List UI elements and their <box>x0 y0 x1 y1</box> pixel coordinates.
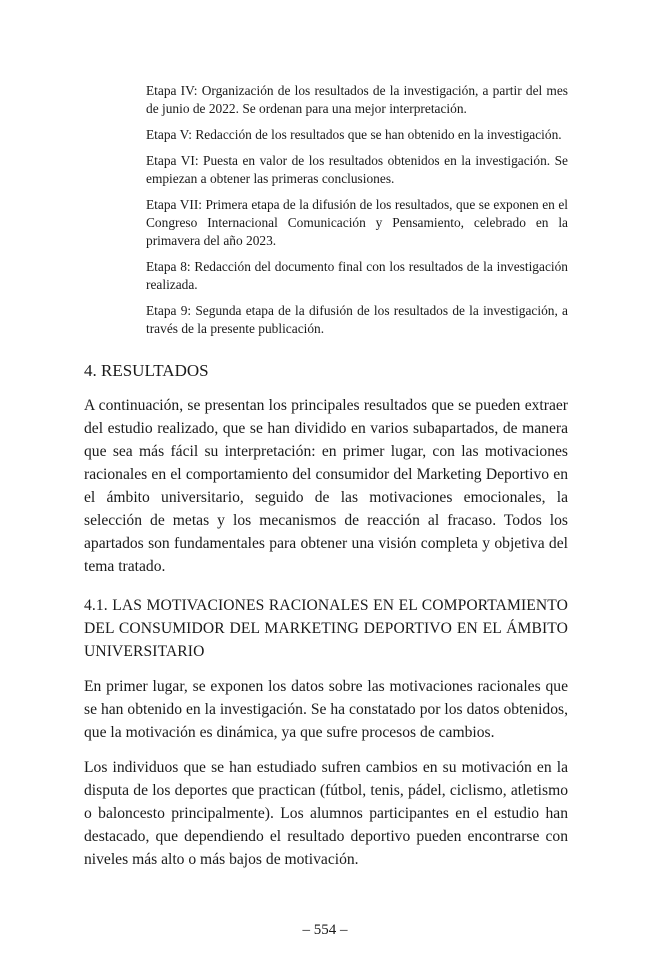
subsection-paragraph-2: Los individuos que se han estudiado sufren cambios en su motivación en la disputa de los deportes que practican (fútbol, tenis, pádel, ciclismo, atletismo o baloncesto principalmente). Los alumnos participantes en el estudio han destacado, que dependiendo el resultado deportivo pueden encontrarse con niveles más alto o más bajos de motivación. <box>84 759 568 868</box>
page-number-dash-left: – <box>302 922 310 938</box>
stage-item-v: Etapa V: Redacción de los resultados que se han obtenido en la investigación. <box>146 127 562 142</box>
document-page <box>84 82 568 883</box>
page-number-value: 554 <box>313 922 337 938</box>
stage-list <box>146 82 568 338</box>
stage-item-9: Etapa 9: Segunda etapa de la difusión de los resultados de la investigación, a través de la presente publicación. <box>146 303 568 336</box>
section-heading: 4. RESULTADOS <box>84 361 209 380</box>
stage-item-iv: Etapa IV: Organización de los resultados de la investigación, a partir del mes de junio de 2022. Se ordenan para una mejor interpretación. <box>146 83 568 116</box>
stage-item-vii: Etapa VII: Primera etapa de la difusión de los resultados, que se exponen en el Congreso Internacional Comunicación y Pensamiento, celebrado en la primavera del año 2023. <box>146 197 568 248</box>
page-number <box>0 922 650 939</box>
section-intro-paragraph: A continuación, se presentan los principales resultados que se pueden extraer del estudio realizado, que se han dividido en varios subapartados, de manera que sea más fácil su interpretación: en primer lugar, con las motivaciones racionales en el comportamiento del consumidor del Marketing Deportivo en el ámbito universitario, seguido de las motivaciones emocionales, la selección de metas y los mecanismos de reacción al fracaso. Todos los apartados son fundamentales para obtener una visión completa y objetiva del tema tratado. <box>84 397 568 575</box>
stage-item-8: Etapa 8: Redacción del documento final con los resultados de la investigación realizada. <box>146 259 568 292</box>
subsection-paragraph-1: En primer lugar, se exponen los datos sobre las motivaciones racionales que se han obtenido en la investigación. Se ha constatado por los datos obtenidos, que la motivación es dinámica, ya que sufre procesos de cambios. <box>84 678 568 741</box>
subsection-heading: 4.1. LAS MOTIVACIONES RACIONALES EN EL COMPORTAMIENTO DEL CONSUMIDOR DEL MARKETING DEPORTIVO EN EL ÁMBITO UNIVERSITARIO <box>84 597 568 660</box>
stage-item-vi: Etapa VI: Puesta en valor de los resultados obtenidos en la investigación. Se empiezan a obtener las primeras conclusiones. <box>146 153 568 186</box>
page-number-dash-right: – <box>340 922 348 938</box>
